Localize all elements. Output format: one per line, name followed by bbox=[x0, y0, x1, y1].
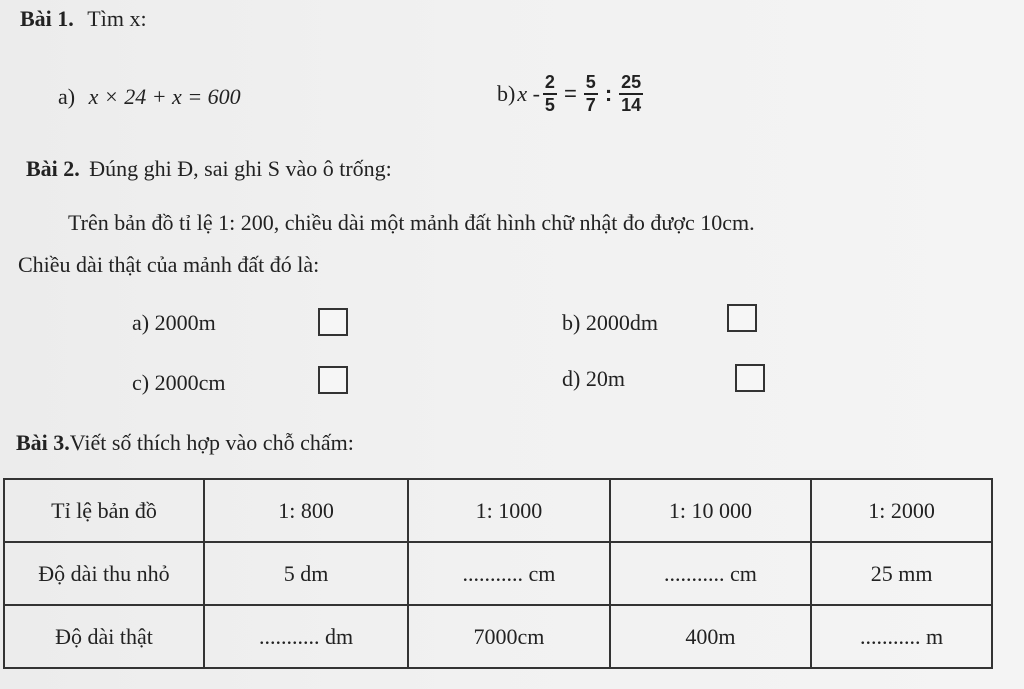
fraction-denominator: 5 bbox=[544, 95, 555, 115]
exercise-3-title: Bài 3. bbox=[16, 430, 70, 455]
fraction-25-14 bbox=[619, 72, 643, 116]
table-cell: 1: 800 bbox=[204, 479, 408, 542]
table-blank-cell[interactable]: ........... dm bbox=[204, 605, 408, 668]
table-row-scale bbox=[4, 479, 992, 542]
option-c-answer-box[interactable] bbox=[318, 366, 348, 394]
table-row-reduced-length bbox=[4, 542, 992, 605]
option-a-answer-box[interactable] bbox=[318, 308, 348, 336]
option-d-label: d) 20m bbox=[562, 366, 625, 391]
map-scale-table bbox=[3, 478, 993, 669]
table-cell: 1: 2000 bbox=[811, 479, 992, 542]
exercise-2-heading bbox=[26, 156, 392, 182]
table-blank-cell[interactable]: ........... cm bbox=[408, 542, 610, 605]
fraction-denominator: 7 bbox=[585, 95, 596, 115]
fraction-2-5 bbox=[543, 72, 557, 116]
table-header-cell: Độ dài thu nhỏ bbox=[4, 542, 204, 605]
option-c-label: c) 2000cm bbox=[132, 370, 226, 395]
part-a-label: a) bbox=[58, 84, 76, 109]
table-cell: 1: 1000 bbox=[408, 479, 610, 542]
exercise-2-title: Bài 2. bbox=[26, 156, 80, 181]
exercise-1-prompt: Tìm x: bbox=[87, 6, 147, 31]
option-a-label: a) 2000m bbox=[132, 310, 216, 335]
table-blank-cell[interactable]: ........... m bbox=[811, 605, 992, 668]
fraction-numerator: 25 bbox=[619, 72, 643, 95]
table-header-cell: Tỉ lệ bản đồ bbox=[4, 479, 204, 542]
option-d-answer-box[interactable] bbox=[735, 364, 765, 392]
fraction-numerator: 5 bbox=[584, 72, 598, 95]
option-b-label: b) 2000dm bbox=[562, 310, 658, 335]
part-a-equation: x × 24 + x = 600 bbox=[88, 84, 241, 109]
table-cell: 1: 10 000 bbox=[610, 479, 812, 542]
exercise-3-prompt: Viết số thích hợp vào chỗ chấm: bbox=[69, 430, 354, 455]
equals-sign: = bbox=[563, 81, 577, 106]
table-cell: 5 dm bbox=[204, 542, 408, 605]
problem-text-line-2: Chiều dài thật của mảnh đất đó là: bbox=[18, 252, 320, 277]
exercise-2-prompt: Đúng ghi Đ, sai ghi S vào ô trống: bbox=[89, 156, 392, 181]
exercise-1-part-b bbox=[497, 64, 646, 124]
table-cell: 400m bbox=[610, 605, 812, 668]
part-b-label: b) bbox=[497, 81, 516, 106]
fraction-numerator: 2 bbox=[543, 72, 557, 95]
problem-text-line-1: Trên bản đồ tỉ lệ 1: 200, chiều dài một mảnh đất hình chữ nhật đo được 10cm. bbox=[68, 210, 755, 235]
table-cell: 7000cm bbox=[408, 605, 610, 668]
table-blank-cell[interactable]: ........... cm bbox=[610, 542, 812, 605]
division-sign: : bbox=[604, 81, 613, 106]
exercise-1-part-a bbox=[58, 84, 241, 110]
exercise-1-heading bbox=[20, 6, 147, 32]
exercise-1-title: Bài 1. bbox=[20, 6, 74, 31]
fraction-5-7 bbox=[584, 72, 598, 116]
part-b-lhs: x - bbox=[517, 81, 540, 106]
fraction-denominator: 14 bbox=[621, 95, 642, 115]
table-row-real-length bbox=[4, 605, 992, 668]
table-header-cell: Độ dài thật bbox=[4, 605, 204, 668]
table-cell: 25 mm bbox=[811, 542, 992, 605]
option-b-answer-box[interactable] bbox=[727, 304, 757, 332]
exercise-3-heading bbox=[16, 430, 354, 456]
